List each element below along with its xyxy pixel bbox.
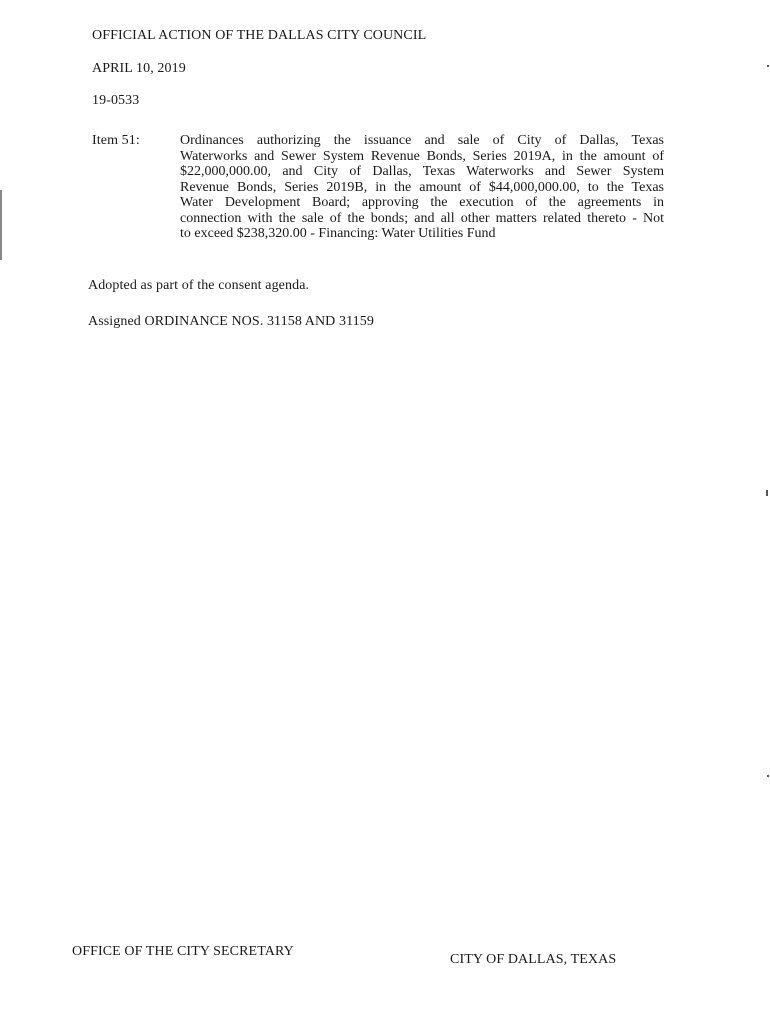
item-description-line: Waterworks and Sewer System Revenue Bonds, Series 2019A, in the amount of xyxy=(180,148,664,164)
file-number: 19-0533 xyxy=(92,93,140,108)
item-description-line: connection with the sale of the bonds; and all other matters related thereto - Not xyxy=(180,210,664,226)
footer-city-secretary: OFFICE OF THE CITY SECRETARY xyxy=(72,944,294,959)
scan-artifact xyxy=(766,490,768,496)
document-title: OFFICIAL ACTION OF THE DALLAS CITY COUNCIL xyxy=(92,28,427,43)
scan-artifact xyxy=(767,65,769,67)
adopted-statement: Adopted as part of the consent agenda. xyxy=(88,278,310,293)
item-description-line: to exceed $238,320.00 - Financing: Water Utilities Fund xyxy=(180,226,496,241)
item-description-line: Ordinances authorizing the issuance and sale of City of Dallas, Texas xyxy=(180,133,664,148)
ordinance-assignment: Assigned ORDINANCE NOS. 31158 AND 31159 xyxy=(88,314,374,329)
item-description-line: Water Development Board; approving the execution of the agreements in xyxy=(180,195,664,210)
scan-artifact xyxy=(767,775,769,777)
item-description xyxy=(180,133,664,242)
item-label: Item 51: xyxy=(92,133,140,148)
meeting-date: APRIL 10, 2019 xyxy=(92,61,186,76)
item-description-line: $22,000,000.00, and City of Dallas, Texas Waterworks and Sewer System xyxy=(180,164,664,179)
footer-city-name: CITY OF DALLAS, TEXAS xyxy=(450,952,617,967)
item-description-line: Revenue Bonds, Series 2019B, in the amount of $44,000,000.00, to the Texas xyxy=(180,179,664,195)
scan-artifact xyxy=(0,190,2,260)
